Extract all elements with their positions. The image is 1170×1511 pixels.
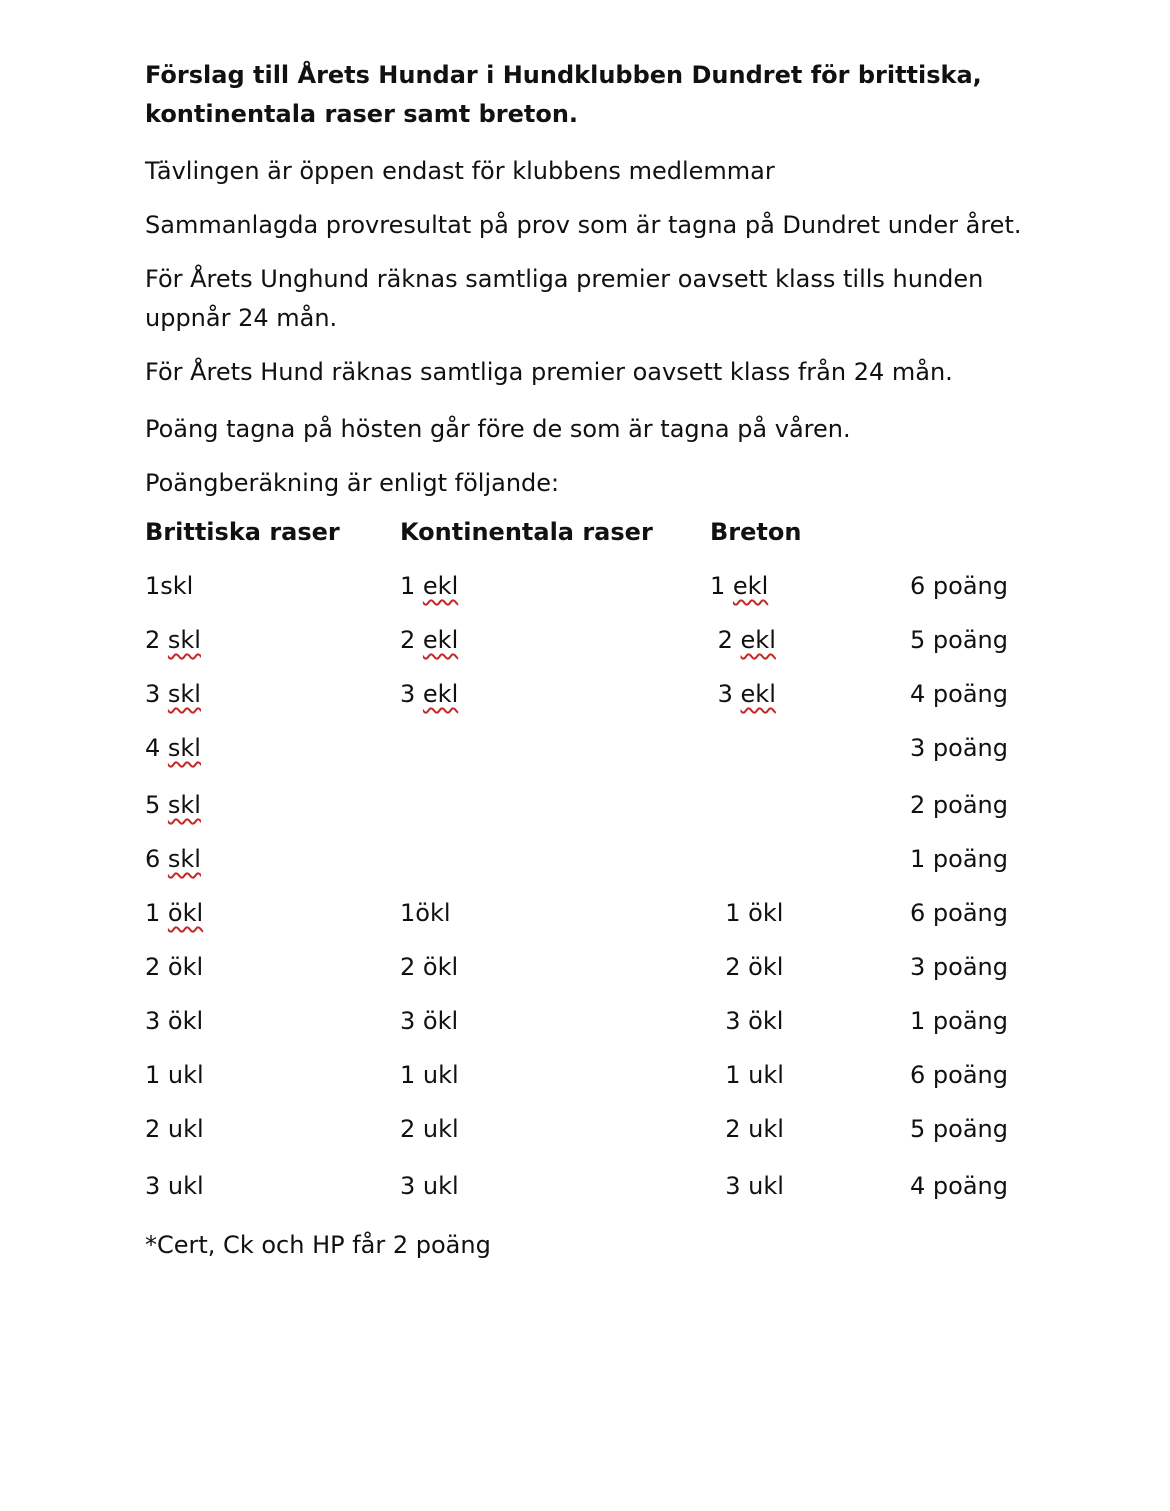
header-continental: Kontinentala raser: [400, 518, 653, 546]
table-row: [145, 791, 1025, 831]
continental-class-cell: 1 ekl: [400, 572, 459, 600]
points-cell: 4 poäng: [910, 1172, 1008, 1200]
paragraph-scoring-intro: Poängberäkning är enligt följande:: [145, 469, 560, 497]
paragraph-young-dog: För Årets Unghund räknas samtliga premier oavsett klass tills hunden uppnår 24 mån.: [145, 265, 984, 332]
table-row: [145, 953, 1025, 993]
british-class-cell: 3 ökl: [145, 1007, 204, 1035]
document-title: Förslag till Årets Hundar i Hundklubben Dundret för brittiska, kontinentala raser samt breton.: [145, 61, 982, 128]
paragraph-combined-results: Sammanlagda provresultat på prov som är tagna på Dundret under året.: [145, 211, 1022, 239]
british-class-cell: 3 skl: [145, 680, 201, 708]
table-row: [145, 680, 1025, 720]
table-row: [145, 572, 1025, 612]
table-row: [145, 1007, 1025, 1047]
paragraph-dog-of-year: För Årets Hund räknas samtliga premier oavsett klass från 24 mån.: [145, 358, 953, 386]
points-cell: 6 poäng: [910, 572, 1008, 600]
continental-class-cell: 3 ukl: [400, 1172, 459, 1200]
table-row: [145, 1061, 1025, 1101]
points-cell: 5 poäng: [910, 1115, 1008, 1143]
points-cell: 1 poäng: [910, 1007, 1008, 1035]
table-row: [145, 845, 1025, 885]
table-row: [145, 734, 1025, 774]
table-row: [145, 626, 1025, 666]
points-cell: 3 poäng: [910, 734, 1008, 762]
continental-class-cell: 3 ekl: [400, 680, 459, 708]
points-cell: 5 poäng: [910, 626, 1008, 654]
points-cell: 4 poäng: [910, 680, 1008, 708]
british-class-cell: 6 skl: [145, 845, 201, 873]
paragraph-autumn-spring: Poäng tagna på hösten går före de som är tagna på våren.: [145, 415, 851, 443]
breton-class-cell: 3 ökl: [710, 1007, 784, 1035]
footnote: *Cert, Ck och HP får 2 poäng: [145, 1231, 491, 1259]
breton-class-cell: 2 ökl: [710, 953, 784, 981]
british-class-cell: 3 ukl: [145, 1172, 204, 1200]
breton-class-cell: 1 ökl: [710, 899, 784, 927]
points-cell: 2 poäng: [910, 791, 1008, 819]
table-row: [145, 1172, 1025, 1212]
points-cell: 6 poäng: [910, 899, 1008, 927]
continental-class-cell: 1 ukl: [400, 1061, 459, 1089]
breton-class-cell: 1 ukl: [710, 1061, 784, 1089]
british-class-cell: 1 ökl: [145, 899, 204, 927]
continental-class-cell: 1ökl: [400, 899, 451, 927]
points-cell: 6 poäng: [910, 1061, 1008, 1089]
british-class-cell: 4 skl: [145, 734, 201, 762]
continental-class-cell: 2 ukl: [400, 1115, 459, 1143]
paragraph-members-only: Tävlingen är öppen endast för klubbens medlemmar: [145, 157, 775, 185]
points-cell: 1 poäng: [910, 845, 1008, 873]
british-class-cell: 2 ukl: [145, 1115, 204, 1143]
table-row: [145, 1115, 1025, 1155]
breton-class-cell: 3 ukl: [710, 1172, 784, 1200]
breton-class-cell: 3 ekl: [710, 680, 776, 708]
continental-class-cell: 2 ökl: [400, 953, 459, 981]
table-row: [145, 899, 1025, 939]
british-class-cell: 1 ukl: [145, 1061, 204, 1089]
british-class-cell: 5 skl: [145, 791, 201, 819]
continental-class-cell: 3 ökl: [400, 1007, 459, 1035]
breton-class-cell: 2 ukl: [710, 1115, 784, 1143]
british-class-cell: 2 ökl: [145, 953, 204, 981]
points-cell: 3 poäng: [910, 953, 1008, 981]
header-breton: Breton: [710, 518, 802, 546]
continental-class-cell: 2 ekl: [400, 626, 459, 654]
breton-class-cell: 2 ekl: [710, 626, 776, 654]
table-header-row: [145, 518, 1025, 558]
british-class-cell: 1skl: [145, 572, 194, 600]
british-class-cell: 2 skl: [145, 626, 201, 654]
breton-class-cell: 1 ekl: [710, 572, 769, 600]
header-british: Brittiska raser: [145, 518, 340, 546]
